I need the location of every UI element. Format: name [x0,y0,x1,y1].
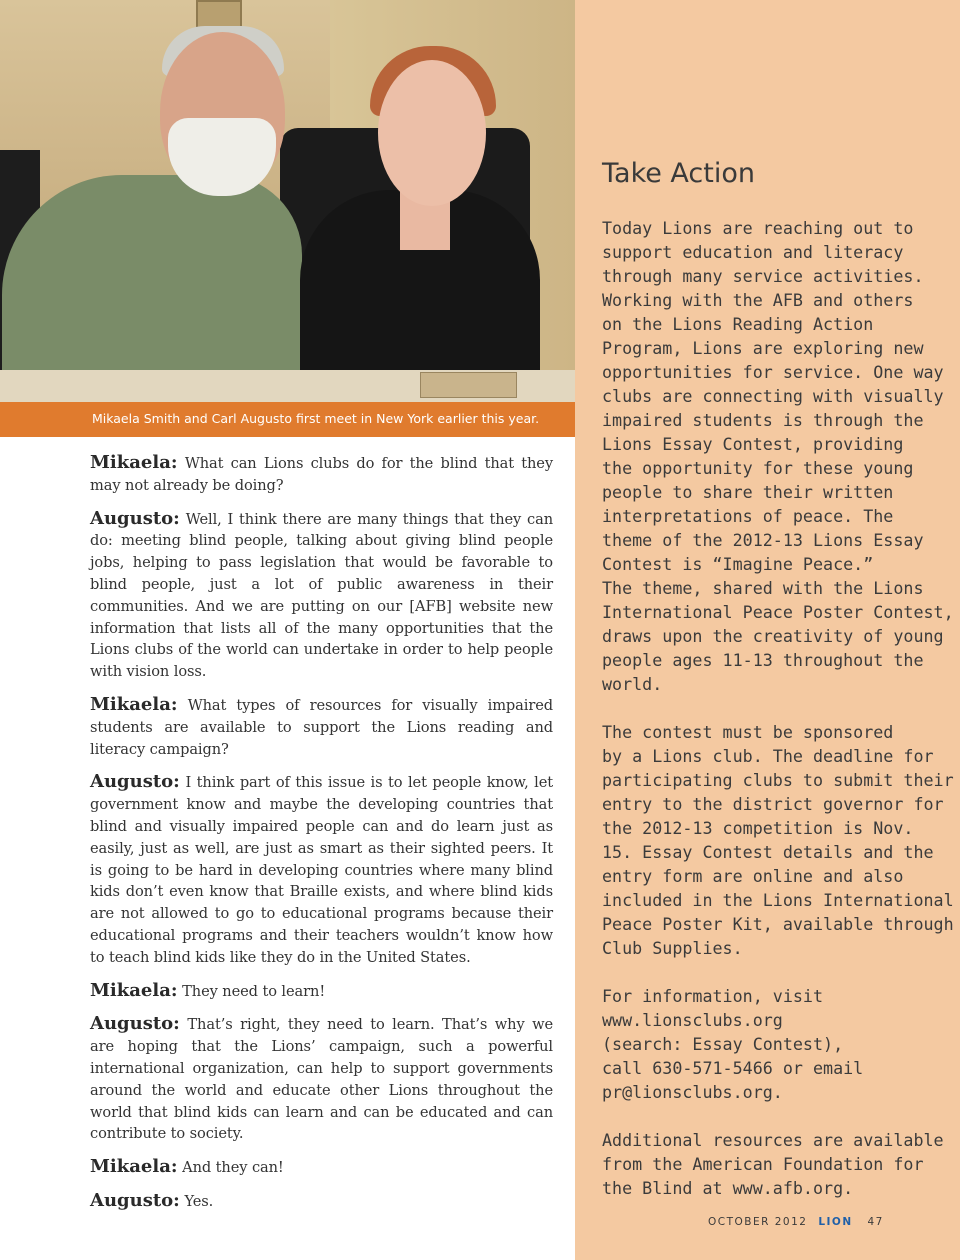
sidebar-line: The theme, shared with the Lions [602,578,924,598]
sidebar-line: Program, Lions are exploring new [602,338,924,358]
sidebar-line: 15. Essay Contest details and the [602,842,934,862]
interview-paragraph [90,1156,553,1179]
sidebar-paragraph [602,216,954,696]
speech-text: They need to learn! [182,982,326,1000]
photo-caption: Mikaela Smith and Carl Augusto first meet in New York earlier this year. [92,411,540,426]
interview-paragraph [90,508,553,683]
interview-paragraph [90,694,553,760]
speaker-name: Augusto: [90,1189,180,1211]
sidebar-line: on the Lions Reading Action [602,314,874,334]
speech-text: Well, I think there are many things that they can do: meeting blind people, talking about giving blind people jobs, helping to pass legislation that would be favorable to blind people, just a lot of public awareness in their communities. And we are putting on our [AFB] website new information that lists all of the many opportunities that the Lions clubs of the world can undertake in order to help people with vision loss. [90,510,553,681]
sidebar-line: through many service activities. [602,266,924,286]
sidebar-line: people ages 11-13 throughout the [602,650,924,670]
sidebar-paragraph [602,720,954,960]
interview-paragraph [90,771,553,968]
sidebar-line: included in the Lions International [602,890,954,910]
sidebar-line: Additional resources are available [602,1130,944,1150]
speaker-name: Augusto: [90,1013,180,1035]
sidebar-line: entry form are online and also [602,866,904,886]
magazine-name: LION [818,1216,853,1228]
page-footer [708,1216,884,1228]
interview-paragraph [90,1190,553,1213]
sidebar-line: (search: Essay Contest), [602,1034,844,1054]
speaker-name: Mikaela: [90,693,178,715]
sidebar-line: the opportunity for these young [602,458,914,478]
speech-text: What types of resources for visually impaired students are available to support the Lions reading and literacy campaign? [90,696,553,758]
speech-text: That’s right, they need to learn. That’s why we are hoping that the Lions’ campaign, such a powerful international organization, can help to support governments around the world and educate other Lions throughout the world that blind kids can learn and can be educated and can contribute to society. [90,1016,554,1143]
interview-paragraph [90,452,553,497]
sidebar-body [602,216,954,1224]
sidebar-title: Take Action [602,158,755,189]
speaker-name: Mikaela: [90,452,178,473]
sidebar-line: from the American Foundation for [602,1154,924,1174]
photo-book [420,372,517,398]
sidebar-line: the 2012-13 competition is Nov. [602,818,914,838]
sidebar-paragraph [602,1128,944,1200]
sidebar-line: opportunities for service. One way [602,362,944,382]
take-action-sidebar [575,0,960,1260]
sidebar-line: by a Lions club. The deadline for [602,746,934,766]
sidebar-line: Contest is “Imagine Peace.” [602,554,874,574]
speaker-name: Augusto: [90,507,180,529]
photo-caption-bar [0,402,575,437]
sidebar-line: International Peace Poster Contest, [602,602,954,622]
speech-text: I think part of this issue is to let people know, let government know and maybe the developing countries that blind and visually impaired people can and do learn just as easily, just as well, are just as smart as their sighted peers. It is going to be hard in developing countries where many blind kids don’t even know that Braille exists, and where blind kids are not allowed to go to educational programs because their educational programs and their teachers wouldn’t know how to teach blind kids like they do in the United States. [90,774,554,966]
speech-text: What can Lions clubs do for the blind that they may not already be doing? [90,455,553,494]
interview-paragraph [90,980,553,1003]
sidebar-line: support education and literacy [602,242,904,262]
sidebar-line: For information, visit [602,986,824,1006]
article-photo [0,0,575,402]
sidebar-paragraph [602,984,902,1104]
sidebar-line: The contest must be sponsored [602,722,894,742]
speaker-name: Augusto: [90,771,180,793]
sidebar-line: Peace Poster Kit, available through [602,914,954,934]
sidebar-line: impaired students is through the [602,410,924,430]
sidebar-line: pr@lionsclubs.org. [602,1082,783,1102]
sidebar-line: Lions Essay Contest, providing [602,434,904,454]
sidebar-line: clubs are connecting with visually [602,386,944,406]
speech-text: And they can! [182,1159,284,1177]
speaker-name: Mikaela: [90,979,178,1001]
speech-text: Yes. [184,1192,214,1210]
sidebar-line: www.lionsclubs.org [602,1010,783,1030]
sidebar-line: Working with the AFB and others [602,290,914,310]
sidebar-line: world. [602,674,663,694]
page-number: 47 [867,1216,884,1228]
issue-date: OCTOBER 2012 [708,1216,808,1228]
sidebar-line: participating clubs to submit their [602,770,954,790]
sidebar-line: interpretations of peace. The [602,506,894,526]
sidebar-line: Today Lions are reaching out to [602,218,914,238]
photo-man-body [2,175,302,402]
sidebar-line: call 630-571-5466 or email [602,1058,864,1078]
sidebar-line: entry to the district governor for [602,794,944,814]
interview-text [90,452,553,1224]
sidebar-line: theme of the 2012-13 Lions Essay [602,530,924,550]
speaker-name: Mikaela: [90,1156,178,1178]
sidebar-line: people to share their written [602,482,894,502]
sidebar-line: draws upon the creativity of young [602,626,944,646]
photo-girl-head [378,60,486,206]
sidebar-line: the Blind at www.afb.org. [602,1178,854,1198]
interview-paragraph [90,1013,553,1145]
sidebar-line: Club Supplies. [602,938,743,958]
